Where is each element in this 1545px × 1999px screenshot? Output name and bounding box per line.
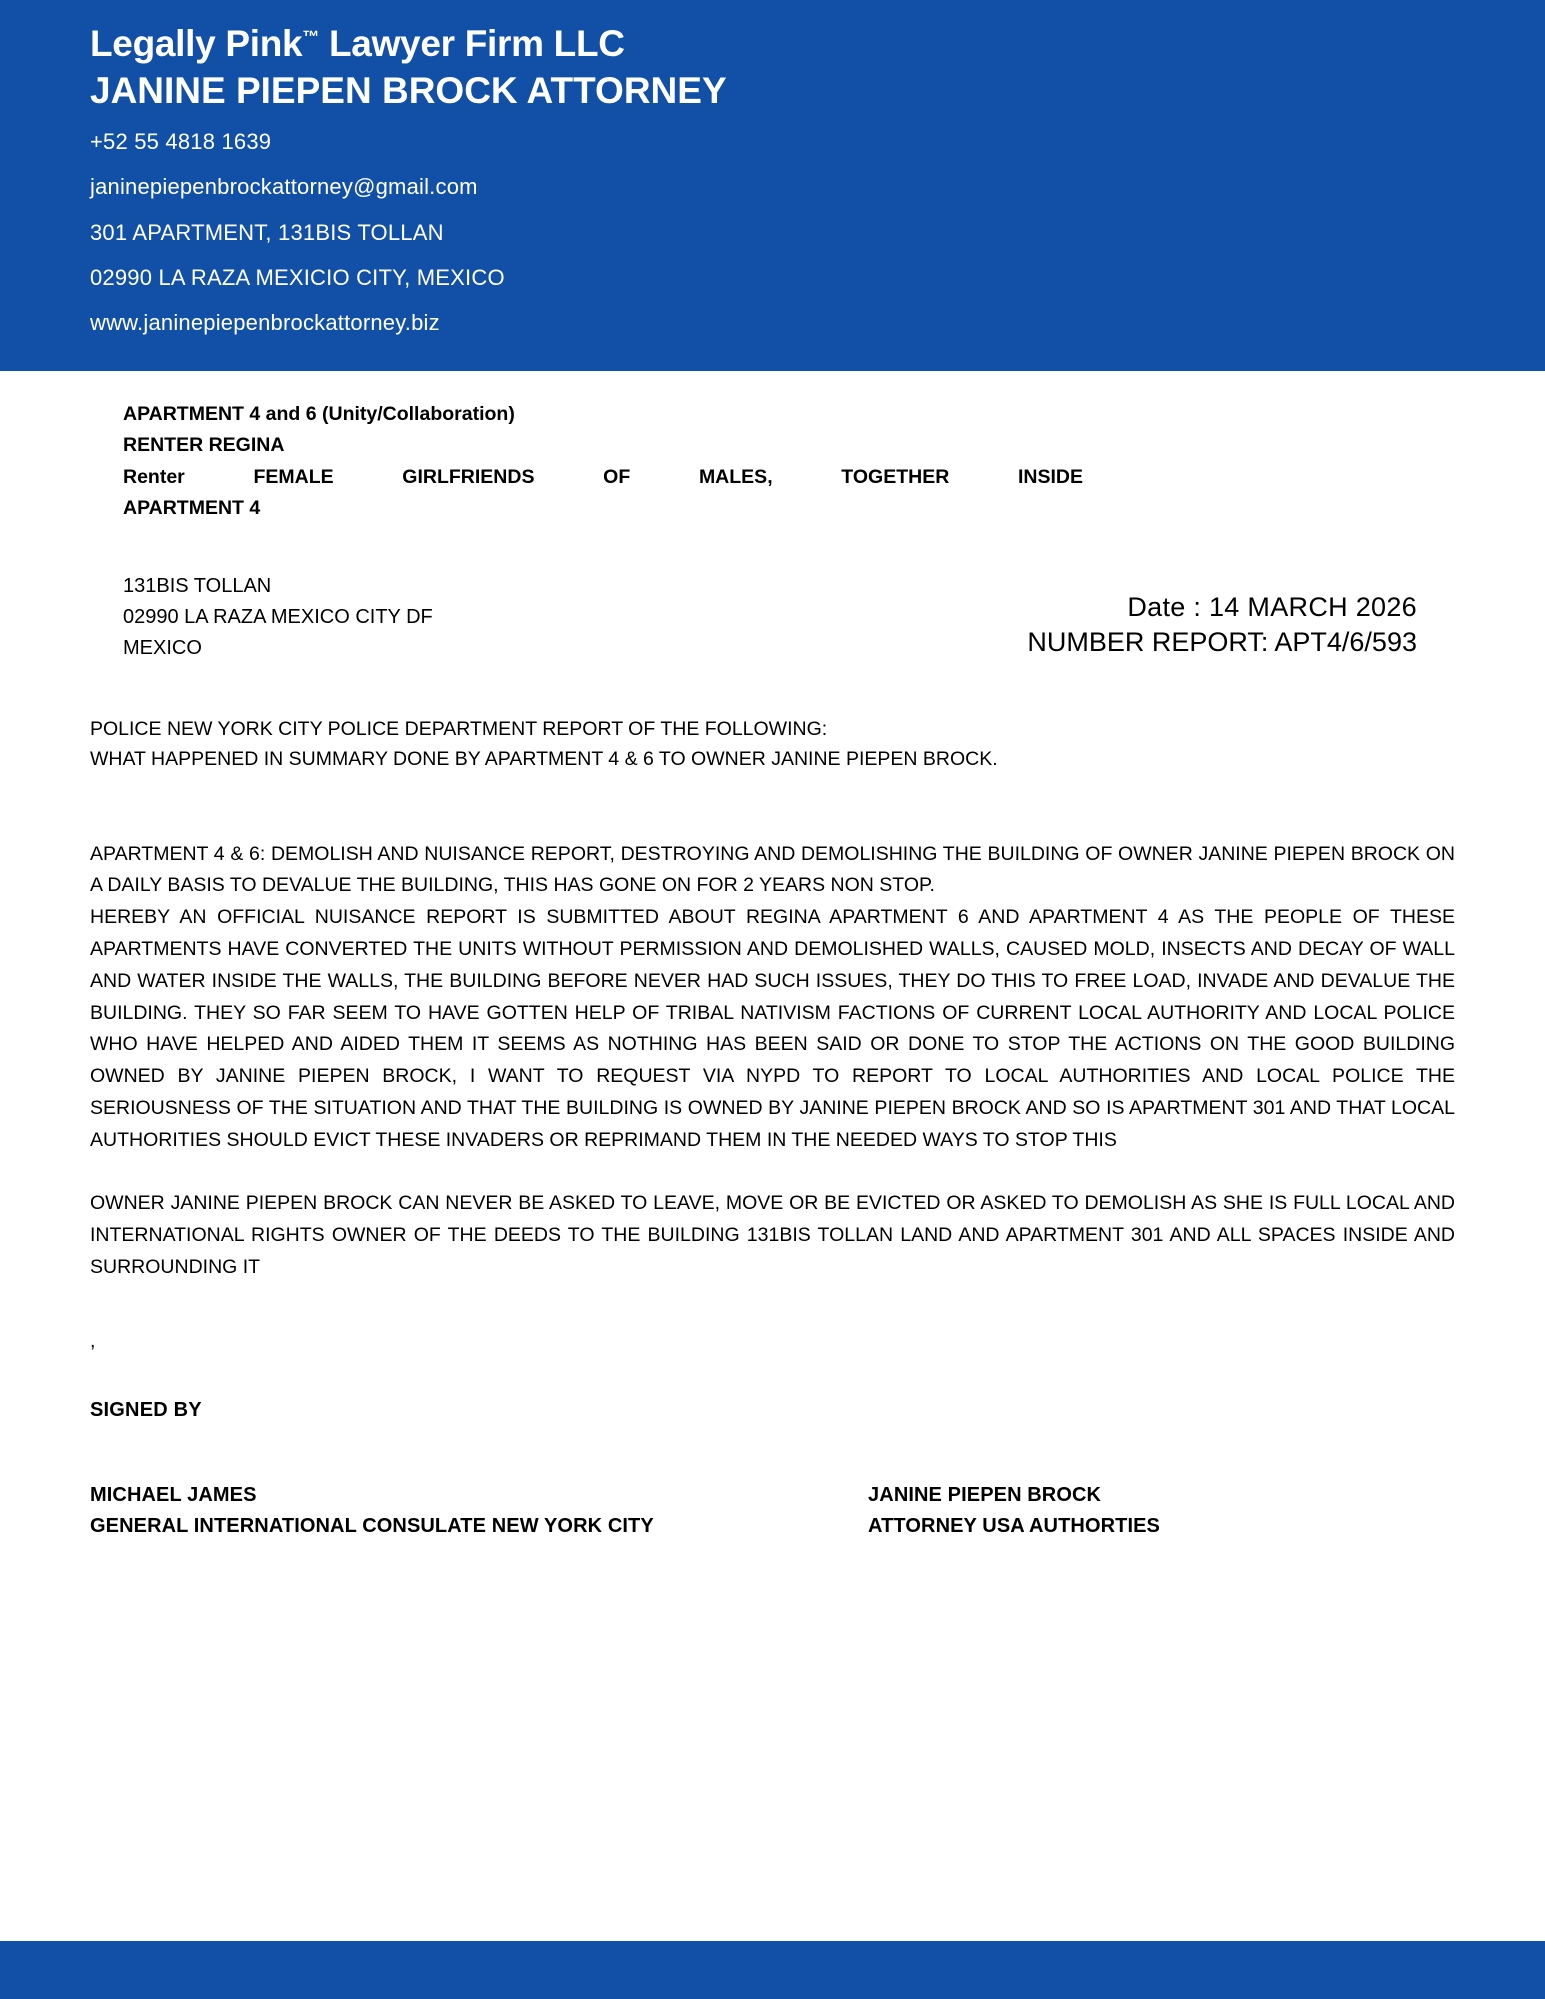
body-paragraph-1: APARTMENT 4 & 6: DEMOLISH AND NUISANCE REPORT, DESTROYING AND DEMOLISHING THE BUILDING OF OWNER JANINE PIEPEN BROCK ON A DAILY BASIS TO DEVALUE THE BUILDING, THIS HAS GONE ON FOR 2 YEARS NON STOP. bbox=[90, 842, 1455, 897]
body-paragraph-2: HEREBY AN OFFICIAL NUISANCE REPORT IS SUBMITTED ABOUT REGINA APARTMENT 6 AND APARTMENT 4 AS THE PEOPLE OF THESE APARTMENTS HAVE CONVERTED THE UNITS WITHOUT PERMISSION AND DEMOLISHED WALLS, CAUSED MOLD, INSECTS AND DECAY OF WALL AND WATER INSIDE THE WALLS, THE BUILDING BEFORE NEVER HAD SUCH ISSUES, THEY DO THIS TO FREE LOAD, INVADE AND DEVALUE THE BUILDING. THEY SO FAR SEEM TO HAVE GOTTEN HELP OF TRIBAL NATIVISM FACTIONS OF CURRENT LOCAL AUTHORITY AND LOCAL POLICE WHO HAVE HELPED AND AIDED THEM IT SEEMS AS NOTHING HAS BEEN SAID OR DONE TO STOP THE ACTIONS ON THE GOOD BUILDING OWNED BY JANINE PIEPEN BROCK, I WANT TO REQUEST VIA NYPD TO REPORT TO LOCAL AUTHORITIES AND LOCAL POLICE THE SERIOUSNESS OF THE SITUATION AND THAT THE BUILDING IS OWNED BY JANINE PIEPEN BROCK AND SO IS APARTMENT 301 AND THAT LOCAL AUTHORITIES SHOULD EVICT THESE INVADERS OR REPRIMAND THEM IN THE NEEDED WAYS TO STOP THIS bbox=[90, 906, 1455, 1151]
recipient-line-2: RENTER REGINA bbox=[123, 434, 285, 457]
contact-website: www.janinepiepenbrockattorney.biz bbox=[90, 310, 440, 336]
firm-name-main: Legally Pink bbox=[90, 23, 303, 64]
report-number: NUMBER REPORT: APT4/6/593 bbox=[1027, 627, 1417, 658]
intro-line-1: POLICE NEW YORK CITY POLICE DEPARTMENT REPORT OF THE FOLLOWING: bbox=[90, 718, 828, 741]
recipient-line-4: APARTMENT 4 bbox=[123, 497, 261, 520]
attorney-name: JANINE PIEPEN BROCK ATTORNEY bbox=[90, 69, 727, 111]
contact-phone: +52 55 4818 1639 bbox=[90, 128, 272, 154]
signature-row bbox=[90, 1480, 1455, 1542]
address-line-1: 131BIS TOLLAN bbox=[123, 575, 272, 598]
letter-body bbox=[0, 371, 1545, 1941]
recipient-line-3: Renter FEMALE GIRLFRIENDS OF MALES, TOGETHER INSIDE bbox=[123, 465, 1083, 488]
signed-by-label: SIGNED BY bbox=[90, 1399, 202, 1422]
signature-left-title: GENERAL INTERNATIONAL CONSULATE NEW YORK CITY bbox=[90, 1515, 654, 1538]
recipient-block bbox=[123, 399, 1093, 525]
signature-right-name: JANINE PIEPEN BROCK bbox=[868, 1484, 1102, 1507]
signature-right bbox=[868, 1480, 1455, 1542]
contact-address-line-2: 02990 LA RAZA MEXICIO CITY, MEXICO bbox=[90, 264, 505, 290]
signature-left bbox=[90, 1480, 868, 1542]
body-paragraph-3: OWNER JANINE PIEPEN BROCK CAN NEVER BE ASKED TO LEAVE, MOVE OR BE EVICTED OR ASKED TO DEMOLISH AS SHE IS FULL LOCAL AND INTERNATIONAL RIGHTS OWNER OF THE DEEDS TO THE BUILDING 131BIS TOLLAN LAND AND APARTMENT 301 AND ALL SPACES INSIDE AND SURROUNDING IT bbox=[90, 1192, 1455, 1279]
contact-address-line-1: 301 APARTMENT, 131BIS TOLLAN bbox=[90, 219, 444, 245]
signature-left-name: MICHAEL JAMES bbox=[90, 1484, 257, 1507]
letterhead bbox=[0, 0, 1545, 371]
firm-name-suffix: Lawyer Firm LLC bbox=[319, 23, 625, 64]
firm-name bbox=[90, 22, 1455, 66]
trademark-symbol: ™ bbox=[302, 27, 320, 47]
contact-email: janinepiepenbrockattorney@gmail.com bbox=[90, 174, 478, 200]
footer-bar bbox=[0, 1941, 1545, 1999]
address-line-3: MEXICO bbox=[123, 637, 202, 660]
intro-block bbox=[90, 714, 1455, 774]
stray-comma-mark: , bbox=[90, 1329, 96, 1352]
address-line-2: 02990 LA RAZA MEXICO CITY DF bbox=[123, 606, 433, 629]
signature-right-title: ATTORNEY USA AUTHORTIES bbox=[868, 1515, 1160, 1538]
recipient-line-1: APARTMENT 4 and 6 (Unity/Collaboration) bbox=[123, 402, 515, 425]
intro-line-2: WHAT HAPPENED IN SUMMARY DONE BY APARTMENT 4 & 6 TO OWNER JANINE PIEPEN BROCK. bbox=[90, 748, 998, 771]
letter-date: Date : 14 MARCH 2026 bbox=[1127, 592, 1417, 623]
